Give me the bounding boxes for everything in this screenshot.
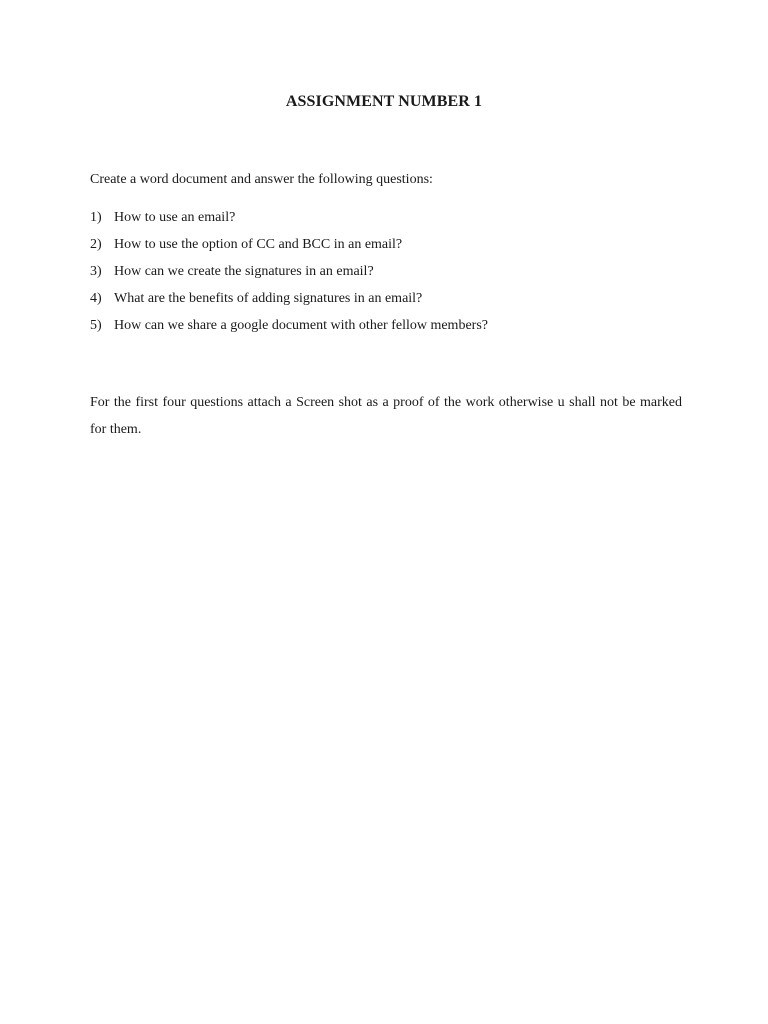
document-title: ASSIGNMENT NUMBER 1 [285,93,483,110]
question-text: How to use an email? [114,210,236,225]
list-item [90,317,488,344]
question-text: How can we create the signatures in an email? [114,264,374,279]
question-text: What are the benefits of adding signatures in an email? [114,291,423,306]
question-list [90,209,488,344]
question-number: 5) [90,318,102,333]
list-item [90,209,488,236]
instruction-note: For the first four questions attach a Screen shot as a proof of the work otherwise u shall not be marked for them. [90,395,682,437]
question-number: 3) [90,264,102,279]
question-text: How can we share a google document with other fellow members? [114,318,488,333]
question-text: How to use the option of CC and BCC in an email? [114,237,403,252]
intro-text: Create a word document and answer the following questions: [90,172,433,187]
list-item [90,263,488,290]
question-number: 4) [90,291,102,306]
list-item [90,290,488,317]
list-item [90,236,488,263]
question-number: 2) [90,237,102,252]
question-number: 1) [90,210,102,225]
